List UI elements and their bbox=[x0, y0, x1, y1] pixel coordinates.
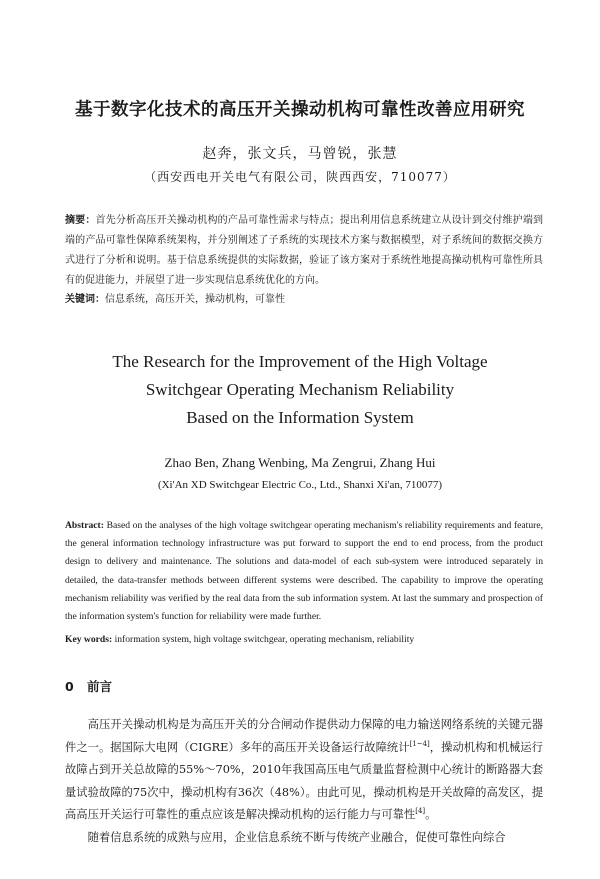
section-heading bbox=[65, 677, 112, 695]
title-en-line-3: Based on the Information System bbox=[186, 408, 414, 427]
keywords-cn bbox=[65, 291, 543, 309]
keywords-label-cn: 关键词： bbox=[65, 294, 105, 305]
title-en-line-1: The Research for the Improvement of the High Voltage bbox=[112, 352, 488, 371]
abstract-label-en: Abstract: bbox=[65, 520, 104, 531]
title-en-line-2: Switchgear Operating Mechanism Reliability bbox=[145, 380, 455, 399]
keywords-text-en: information system, high voltage switchgear, operating mechanism, reliability bbox=[114, 634, 415, 645]
authors-en: Zhao Ben, Zhang Wenbing, Ma Zengrui, Zhang Hui bbox=[164, 455, 436, 470]
paper-title-cn: 基于数字化技术的高压开关操动机构可靠性改善应用研究 bbox=[75, 100, 525, 120]
abstract-text-cn: 首先分析高压开关操动机构的产品可靠性需求与特点；提出利用信息系统建立从设计到交付维护端到端的产品可靠性保障系统架构，并分别阐述了子系统的实现技术方案与数据模型，对子系统间的数据交换方式进行了分析和说明。基于信息系统提供的实际数据，验证了该方案对于系统性地提高操动机构可靠性所具有的促进能力，并展望了进一步实现信息系统优化的方向。 bbox=[65, 215, 544, 286]
keywords-text-cn: 信息系统，高压开关，操动机构，可靠性 bbox=[105, 294, 285, 305]
keywords-label-en: Key words: bbox=[65, 634, 113, 645]
authors-cn: 赵奔，张文兵，马曾锐，张慧 bbox=[202, 146, 398, 162]
abstract-en bbox=[65, 517, 543, 626]
section-title: 前言 bbox=[87, 679, 113, 694]
paragraph-text: 。 bbox=[425, 808, 437, 821]
paragraph: 随着信息系统的成熟与应用，企业信息系统不断与传统产业融合，促使可靠性向综合 bbox=[87, 830, 506, 844]
section-number: 0 bbox=[65, 679, 74, 694]
affiliation-en: (Xi'An XD Switchgear Electric Co., Ltd., Shanxi Xi'an, 710077) bbox=[157, 479, 443, 491]
paragraph bbox=[65, 714, 543, 827]
paper-title-en bbox=[0, 348, 600, 432]
abstract-cn bbox=[65, 211, 543, 291]
abstract-text-en: Based on the analyses of the high voltage switchgear operating mechanism's reliability requirements and feature, the general information technology infrastructure was put forward to support the end to end process, from the product design to delivery and maintenance. The solutions and data-model of each sub-system were introduced separately in detailed, the data-transfer methods between different systems were described. The capability to improve the operating mechanism reliability was verified by the real data from the sub information system. At last the summary and prospection of the information system's function for reliability were made further. bbox=[65, 520, 544, 623]
affiliation-cn: （西安西电开关电气有限公司，陕西西安，710077） bbox=[144, 170, 456, 184]
body-text bbox=[65, 714, 543, 849]
paragraph-text: ，操动机构和机械运行故障占到开关总故障的55%～70%，2010年我国高压电气质量监督检测中心统计的断路器大套量试验故障的75次中，操动机构有36次（48%）。由此可见，操动机构是开关故障的高发区，提高高压开关运行可靠性的重点应该是解决操动机构的运行能力与可靠性 bbox=[65, 740, 543, 821]
paragraph-text: 高压开关操动机构是为高压开关的分合闸动作提供动力保障的电力输送网络系统的关键元器件之一。据国际大电网（CIGRE）多年的高压开关设备运行故障统计 bbox=[65, 718, 543, 754]
keywords-en bbox=[65, 632, 543, 648]
abstract-label-cn: 摘要： bbox=[65, 215, 96, 226]
citation-ref: [1~4] bbox=[409, 739, 430, 748]
citation-ref: [4] bbox=[415, 807, 426, 816]
